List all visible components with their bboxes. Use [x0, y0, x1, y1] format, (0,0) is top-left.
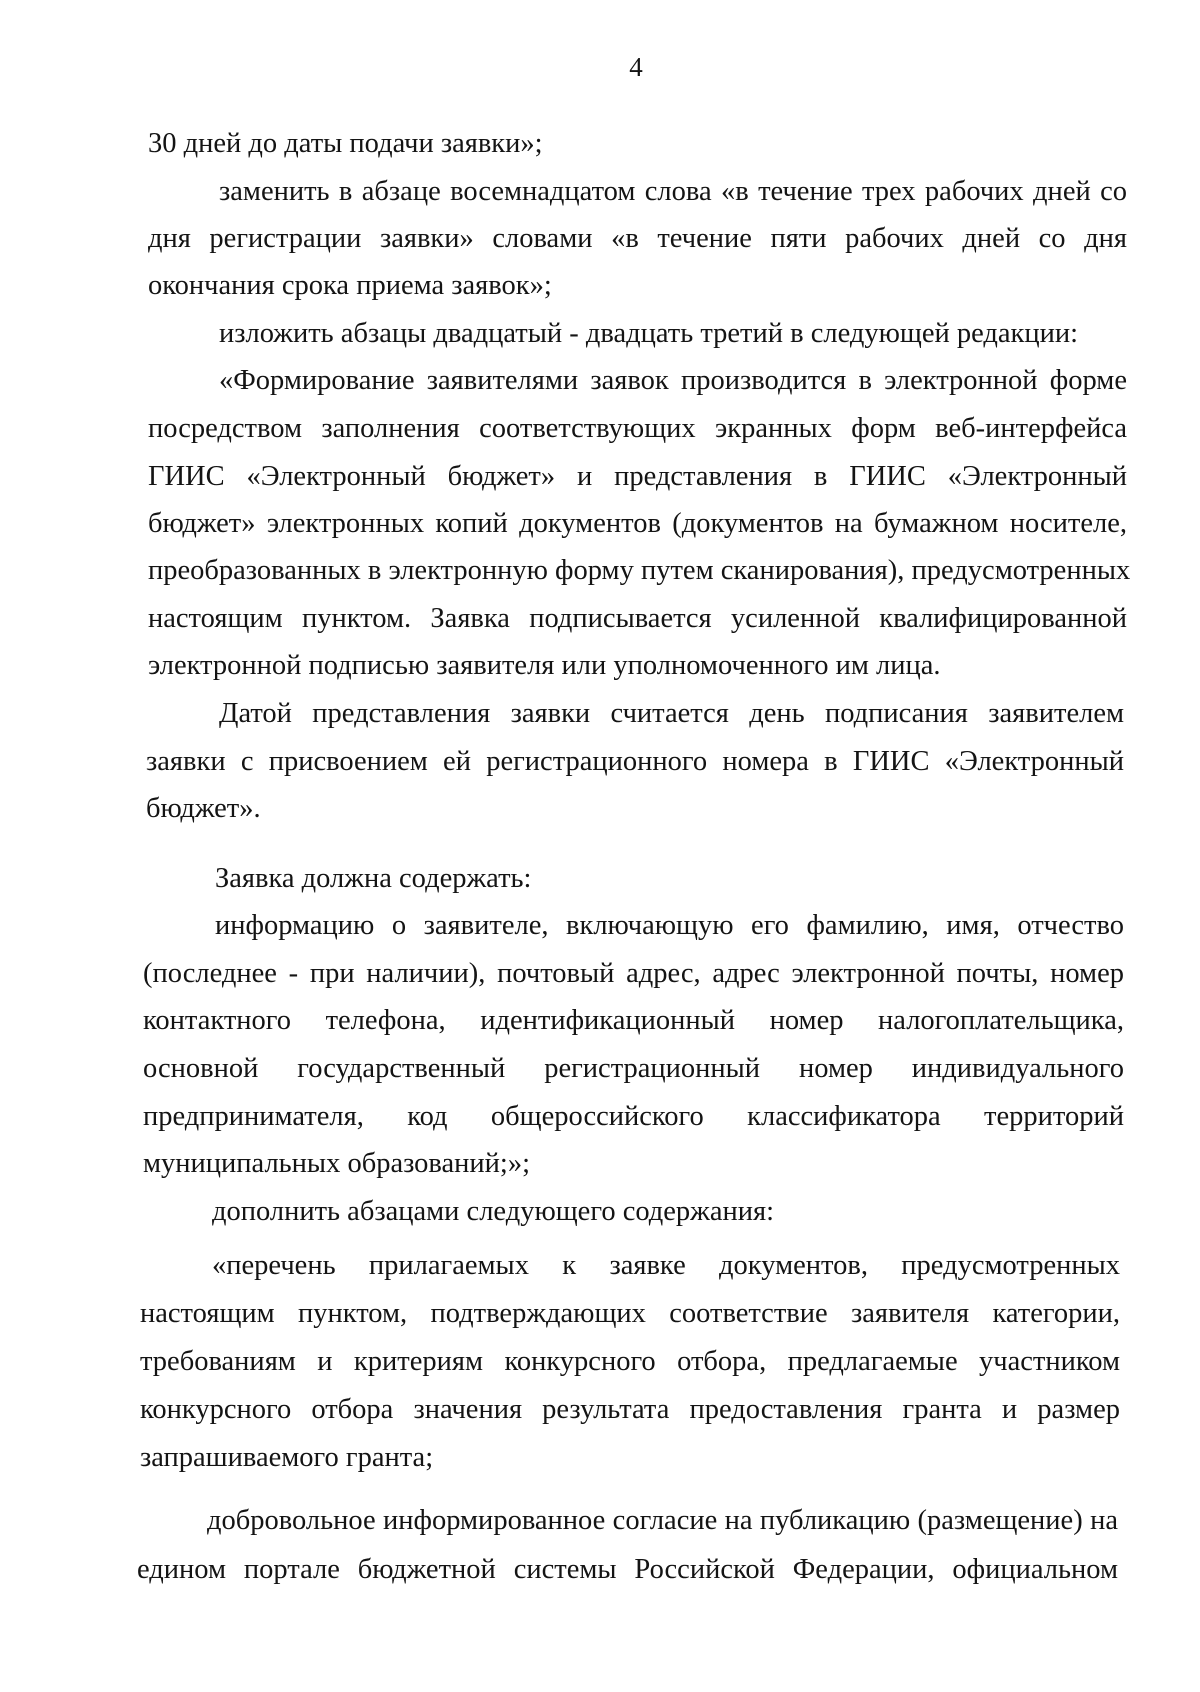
text-line: 30 дней до даты подачи заявки»; [148, 128, 543, 159]
text-line: настоящим пунктом, подтверждающих соответствие заявителя категории, [140, 1298, 1120, 1329]
text-line: бюджет» электронных копий документов (документов на бумажном носителе, [148, 508, 1127, 539]
text-line: едином портале бюджетной системы Российской Федерации, официальном [137, 1554, 1118, 1585]
text-line: (последнее - при наличии), почтовый адрес, адрес электронной почты, номер [143, 958, 1124, 989]
text-line: «Формирование заявителями заявок производится в электронной форме [219, 365, 1127, 396]
text-line: посредством заполнения соответствующих экранных форм веб-интерфейса [148, 413, 1127, 444]
text-line: предпринимателя, код общероссийского классификатора территорий [143, 1101, 1124, 1132]
text-line: муниципальных образований;»; [143, 1148, 531, 1179]
text-line: запрашиваемого гранта; [140, 1442, 434, 1473]
text-line: дня регистрации заявки» словами «в течение пяти рабочих дней со дня [148, 223, 1127, 254]
text-line: дополнить абзацами следующего содержания: [212, 1196, 775, 1227]
text-line: заявки с присвоением ей регистрационного номера в ГИИС «Электронный [146, 746, 1124, 777]
text-line: ГИИС «Электронный бюджет» и представления в ГИИС «Электронный [148, 461, 1127, 492]
text-line: электронной подписью заявителя или уполномоченного им лица. [148, 650, 941, 681]
text-line: заменить в абзаце восемнадцатом слова «в течение трех рабочих дней со [219, 176, 1127, 207]
text-line: настоящим пунктом. Заявка подписывается усиленной квалифицированной [148, 603, 1127, 634]
text-line: изложить абзацы двадцатый - двадцать третий в следующей редакции: [219, 318, 1079, 349]
text-line: основной государственный регистрационный номер индивидуального [143, 1053, 1124, 1084]
text-line: конкурсного отбора значения результата предоставления гранта и размер [140, 1394, 1120, 1425]
page-number: 4 [629, 52, 643, 82]
text-line: требованиям и критериям конкурсного отбора, предлагаемые участником [140, 1346, 1120, 1377]
text-line: добровольное информированное согласие на публикацию (размещение) на [207, 1505, 1118, 1536]
text-line: бюджет». [146, 793, 261, 824]
text-line: контактного телефона, идентификационный номер налогоплательщика, [143, 1005, 1124, 1036]
text-line: Датой представления заявки считается день подписания заявителем [219, 698, 1124, 729]
text-line: Заявка должна содержать: [215, 863, 532, 894]
text-line: окончания срока приема заявок»; [148, 270, 552, 301]
text-line: преобразованных в электронную форму путем сканирования), предусмотренных [148, 555, 1131, 586]
text-line: информацию о заявителе, включающую его фамилию, имя, отчество [215, 910, 1124, 941]
text-line: «перечень прилагаемых к заявке документов, предусмотренных [212, 1250, 1120, 1281]
